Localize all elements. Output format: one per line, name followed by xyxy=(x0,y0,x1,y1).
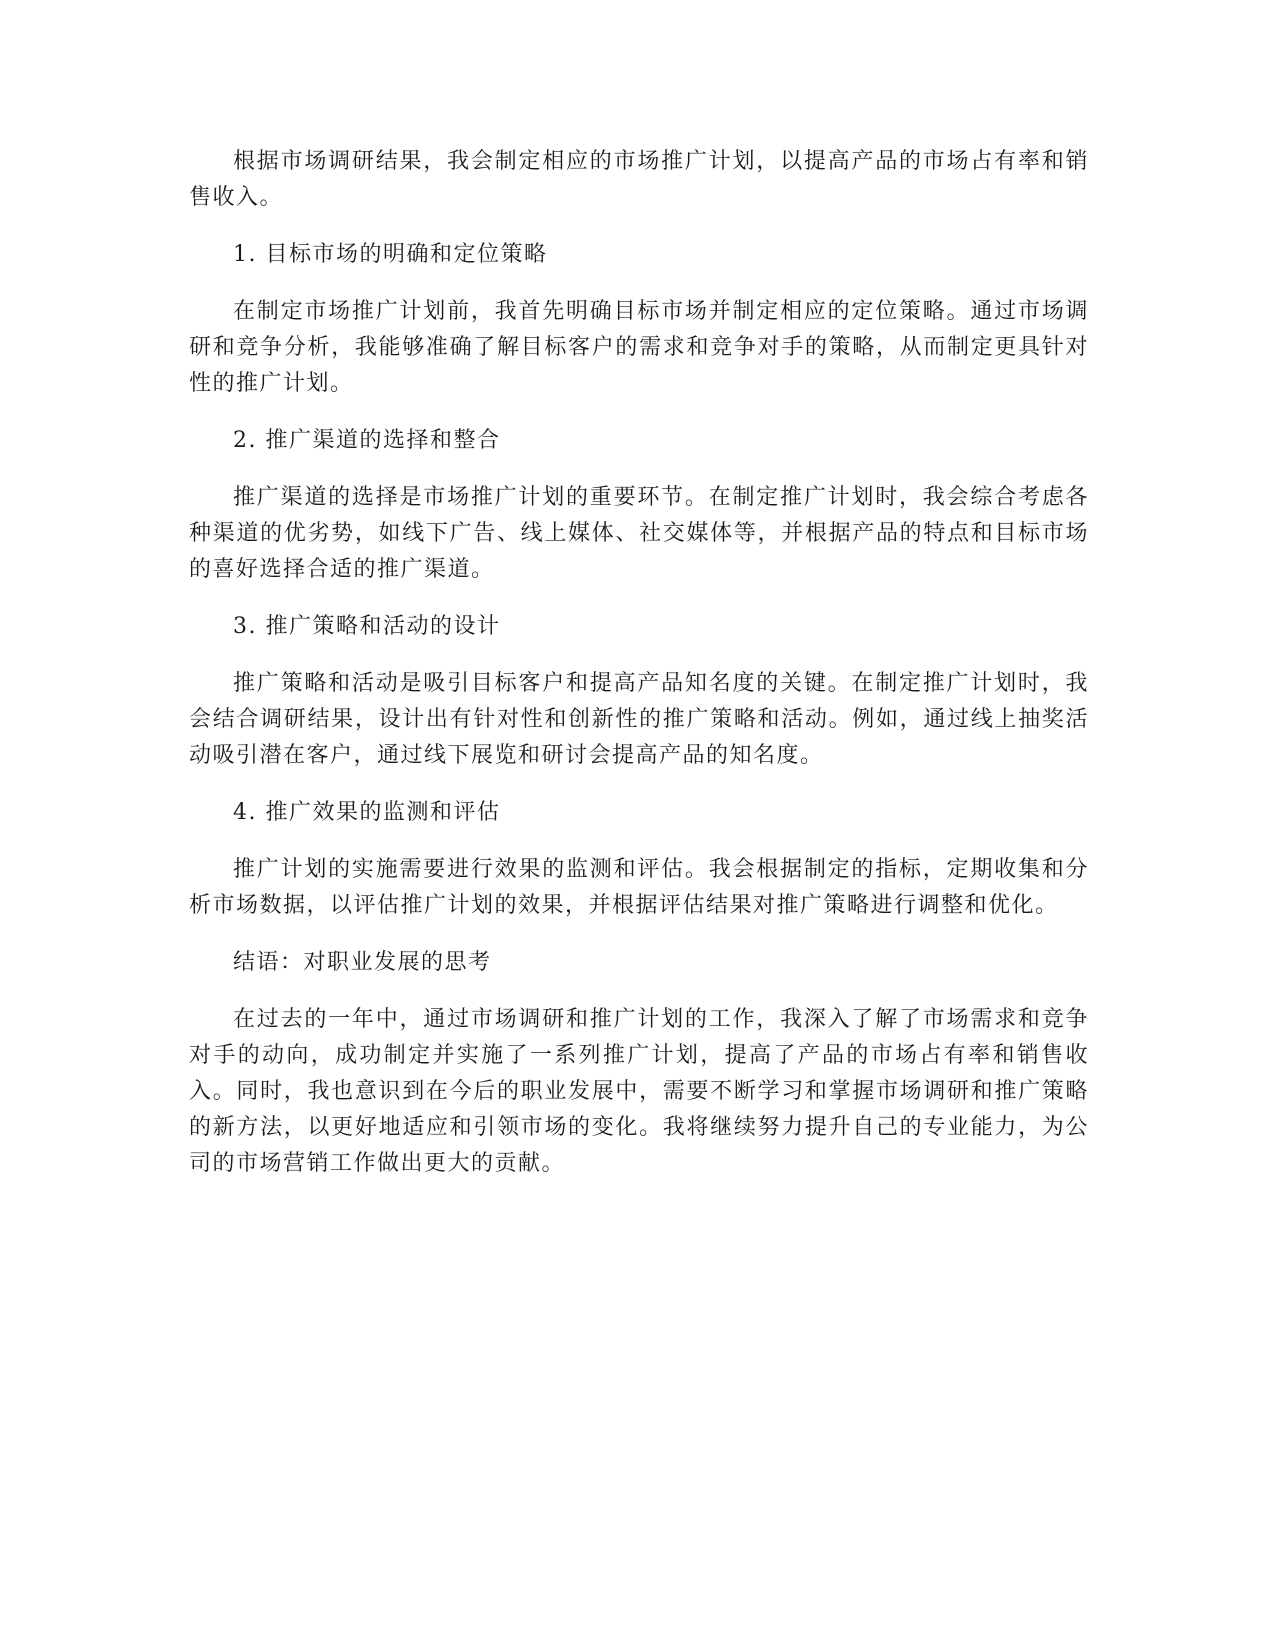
section-heading-conclusion: 结语：对职业发展的思考 xyxy=(233,950,492,975)
target-market-paragraph: 在制定市场推广计划前，我首先明确目标市场并制定相应的定位策略。通过市场调研和竞争分析，我能够准确了解目标客户的需求和竞争对手的策略，从而制定更具针对性的推广计划。 xyxy=(189,299,1089,396)
evaluation-paragraph: 推广计划的实施需要进行效果的监测和评估。我会根据制定的指标，定期收集和分析市场数据，以评估推广计划的效果，并根据评估结果对推广策略进行调整和优化。 xyxy=(189,857,1089,918)
section-heading-strategy: 3. 推广策略和活动的设计 xyxy=(233,614,501,639)
section-heading-evaluation: 4. 推广效果的监测和评估 xyxy=(233,800,501,825)
channels-paragraph: 推广渠道的选择是市场推广计划的重要环节。在制定推广计划时，我会综合考虑各种渠道的优劣势，如线下广告、线上媒体、社交媒体等，并根据产品的特点和目标市场的喜好选择合适的推广渠道。 xyxy=(189,485,1089,582)
conclusion-paragraph: 在过去的一年中，通过市场调研和推广计划的工作，我深入了解了市场需求和竞争对手的动向，成功制定并实施了一系列推广计划，提高了产品的市场占有率和销售收入。同时，我也意识到在今后的职业发展中，需要不断学习和掌握市场调研和推广策略的新方法，以更好地适应和引领市场的变化。我将继续努力提升自己的专业能力，为公司的市场营销工作做出更大的贡献。 xyxy=(189,1007,1089,1176)
section-heading-channels: 2. 推广渠道的选择和整合 xyxy=(233,428,501,453)
strategy-paragraph: 推广策略和活动是吸引目标客户和提高产品知名度的关键。在制定推广计划时，我会结合调研结果，设计出有针对性和创新性的推广策略和活动。例如，通过线上抽奖活动吸引潜在客户，通过线下展览和研讨会提高产品的知名度。 xyxy=(189,671,1089,768)
document-body xyxy=(189,144,1089,1203)
section-heading-target-market: 1. 目标市场的明确和定位策略 xyxy=(233,242,548,267)
intro-paragraph: 根据市场调研结果，我会制定相应的市场推广计划，以提高产品的市场占有率和销售收入。 xyxy=(189,149,1089,210)
